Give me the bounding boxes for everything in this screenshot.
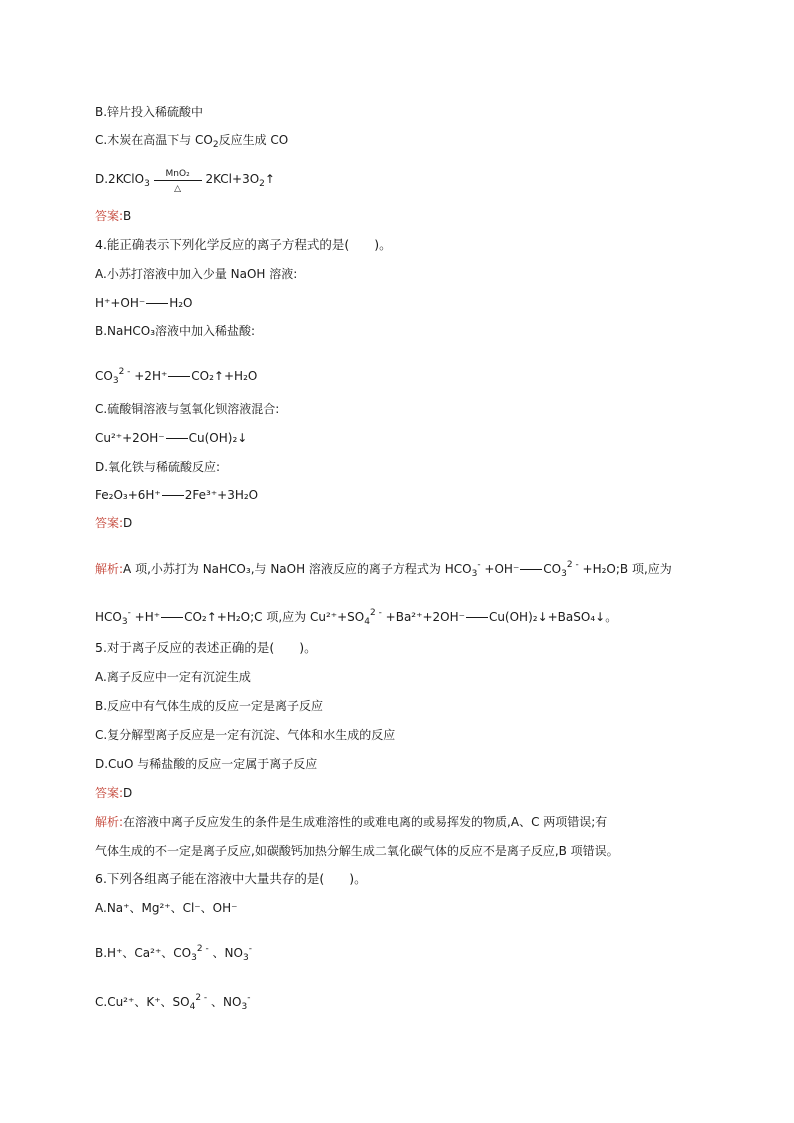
exp-text: +H₂O;B 项,应为 [582, 562, 672, 576]
ion-sup: 2 - [566, 560, 579, 570]
exp-text: Cu(OH)₂↓+BaSO₄↓。 [488, 610, 618, 624]
catalyst-label: MnO₂ [165, 168, 190, 179]
ion-sup: 2 - [369, 608, 382, 618]
q5-option-d: D.CuO 与稀盐酸的反应一定属于离子反应 [95, 757, 318, 771]
option-d-sub2: 2 [259, 179, 265, 189]
explanation-1-line-2 [95, 605, 617, 630]
eq-right: 2Fe³⁺+3H₂O [184, 488, 259, 502]
ion-o: O [233, 946, 243, 960]
q6-option-a: A.Na⁺、Mg²⁺、Cl⁻、OH⁻ [95, 901, 238, 915]
eq-left-h: +2H⁺ [134, 369, 168, 383]
eq-left: Fe₂O₃+6H⁺ [95, 488, 161, 502]
carbonate-ion [182, 941, 209, 966]
ion-o: O [180, 995, 190, 1009]
ion-o: O [462, 562, 472, 576]
explanation-label: 解析: [95, 562, 124, 576]
exp-text: CO₂↑+H₂O;C 项,应为 Cu²⁺+S [184, 610, 355, 624]
sulfate-ion [180, 990, 207, 1015]
q4-option-b: B.NaHCO₃溶液中加入稀盐酸: [95, 324, 256, 338]
q4-option-b-equation [95, 364, 257, 389]
answer-3 [95, 785, 132, 801]
question-5: 5.对于离子反应的表述正确的是( )。 [95, 640, 317, 655]
exp-text: A 项,小苏打为 NaHCO₃,与 NaOH 溶液反应的离子方程式为 HC [123, 562, 463, 576]
option-d-line [95, 168, 275, 194]
answer-label: 答案: [95, 209, 124, 223]
option-d-text-a: D.2KClO [95, 172, 145, 186]
option-c-line [95, 132, 288, 153]
ion-sup: - [247, 993, 251, 1003]
eq-right: H₂O [169, 296, 193, 310]
answer-2 [95, 515, 132, 531]
equals-bar [161, 617, 183, 618]
exp-text: +H⁺ [134, 610, 161, 624]
q4-option-a: A.小苏打溶液中加入少量 NaOH 溶液: [95, 267, 298, 281]
ion-o: O [232, 995, 242, 1009]
opt-text: 、N [211, 995, 232, 1009]
explanation-3-line-2: 气体生成的不一定是离子反应,如碳酸钙加热分解生成二氧化碳气体的反应不是离子反应,B 项错误。 [95, 844, 619, 858]
exp-text: +Ba²⁺+2OH⁻ [385, 610, 465, 624]
option-d-sub: 3 [144, 179, 150, 189]
q6-option-b [95, 941, 252, 966]
q5-option-b: B.反应中有气体生成的反应一定是离子反应 [95, 699, 324, 713]
eq-left-c: C [95, 369, 104, 383]
equals-bar [166, 438, 188, 439]
bicarbonate-ion [112, 605, 130, 630]
exp-text: C [543, 562, 552, 576]
q5-option-a: A.离子反应中一定有沉淀生成 [95, 670, 251, 684]
nitrate-ion [234, 941, 252, 966]
equals-bar [520, 569, 542, 570]
q5-option-c: C.复分解型离子反应是一定有沉淀、气体和水生成的反应 [95, 728, 396, 742]
ion-sub: 4 [364, 617, 370, 627]
option-c-sub: 2 [212, 140, 219, 150]
ion-sup: - [248, 944, 252, 954]
ion-sub: 3 [191, 953, 197, 963]
bicarbonate-ion [462, 557, 480, 582]
opt-text: C.Cu²⁺、K⁺、S [95, 995, 181, 1009]
answer-value: B [123, 209, 132, 223]
answer-label: 答案: [95, 786, 124, 800]
ion-sup: 2 - [196, 944, 209, 954]
ion-sup: - [477, 560, 481, 570]
ion-o: O [354, 610, 365, 624]
ion-sub: 3 [241, 1002, 248, 1012]
up-arrow: ↑ [264, 172, 275, 186]
ion-sup: 2 - [118, 367, 131, 377]
ion-o: O [103, 369, 113, 383]
answer-value: D [123, 516, 133, 530]
q4-option-d: D.氧化铁与稀硫酸反应: [95, 460, 221, 474]
eq-left: Cu²⁺+2OH⁻ [95, 431, 165, 445]
ion-o: O [112, 610, 122, 624]
exp-text: +OH⁻ [484, 562, 520, 576]
option-c-text-a: C.木炭在高温下与 CO [95, 133, 213, 147]
q4-option-c: C.硫酸铜溶液与氢氧化钡溶液混合: [95, 402, 280, 416]
answer-label: 答案: [95, 516, 124, 530]
opt-text: B.H⁺、Ca²⁺、C [95, 946, 182, 960]
answer-1 [95, 208, 131, 224]
exp-text: 在溶液中离子反应发生的条件是生成难溶性的或难电离的或易挥发的物质,A、C 两项错误;有 [123, 815, 608, 829]
ion-sub: 3 [471, 569, 478, 579]
ion-sup: - [127, 608, 131, 618]
nitrate-ion [232, 990, 250, 1015]
exp-text: HC [95, 610, 113, 624]
ion-o: O [181, 946, 192, 960]
sulfate-ion [355, 605, 382, 630]
eq-right: Cu(OH)₂↓ [188, 431, 248, 445]
question-6: 6.下列各组离子能在溶液中大量共存的是( )。 [95, 871, 367, 886]
carbonate-ion [552, 557, 579, 582]
opt-text: 、N [212, 946, 234, 960]
ion-sub: 3 [112, 376, 119, 386]
equals-bar [162, 495, 184, 496]
option-b-line: B.锌片投入稀硫酸中 [95, 105, 204, 119]
eq-left: H⁺+OH⁻ [95, 296, 146, 310]
q4-option-c-equation [95, 430, 247, 446]
ion-sup: 2 - [195, 993, 208, 1003]
ion-o: O [551, 562, 562, 576]
q4-option-a-equation [95, 295, 193, 311]
q4-option-d-equation [95, 487, 258, 503]
ion-sub: 4 [189, 1002, 196, 1012]
ion-sub: 3 [561, 569, 567, 579]
explanation-1-line-1 [95, 557, 672, 582]
equals-bar [466, 617, 488, 618]
question-4: 4.能正确表示下列化学反应的离子方程式的是( )。 [95, 237, 392, 252]
equals-bar [168, 376, 190, 377]
option-c-text-b: 反应生成 CO [218, 133, 289, 147]
heat-symbol: △ [174, 183, 182, 194]
ion-sub: 3 [242, 953, 249, 963]
equals-bar [146, 303, 168, 304]
option-d-text-b: 2KCl+3O [205, 172, 260, 186]
eq-right: CO₂↑+H₂O [191, 369, 258, 383]
ion-sub: 3 [121, 617, 128, 627]
q6-option-c [95, 990, 250, 1015]
answer-value: D [123, 786, 133, 800]
explanation-label: 解析: [95, 815, 124, 829]
catalyst-arrow [154, 168, 202, 194]
carbonate-ion [103, 364, 130, 389]
explanation-3-line-1 [95, 814, 607, 830]
